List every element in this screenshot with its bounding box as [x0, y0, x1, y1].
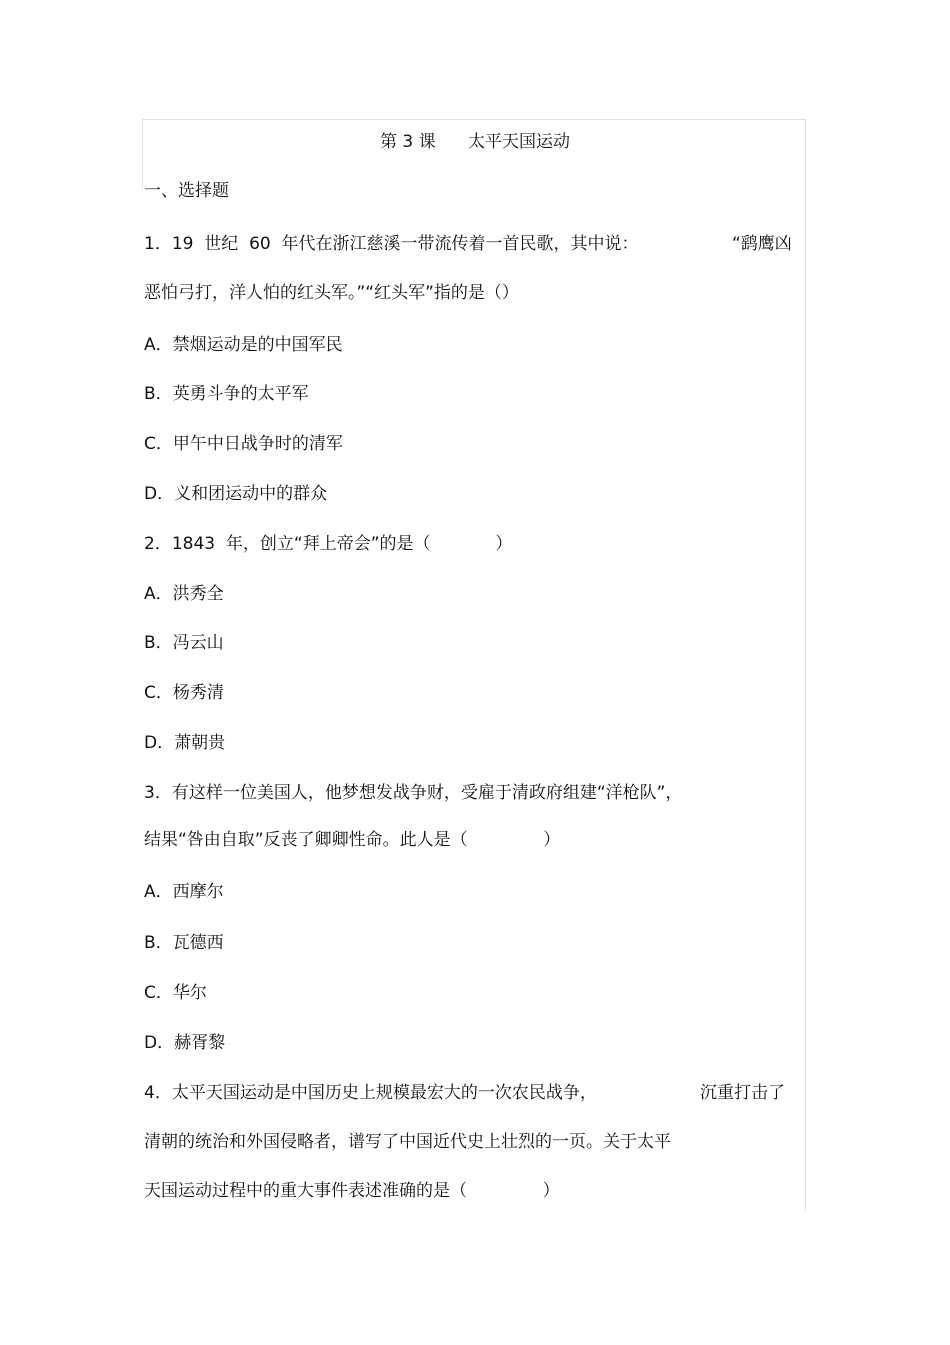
q1-stem-line1: 1．19 世纪 60 年代在浙江慈溪一带流传着一首民歌，其中说：	[144, 234, 639, 254]
lesson-name: 太平天国运动	[468, 132, 571, 152]
q1-option-b: B．英勇斗争的太平军	[144, 384, 309, 404]
q4-stem-line3: 天国运动过程中的重大事件表述准确的是（ ）	[144, 1181, 560, 1201]
q1-option-d: D．义和团运动中的群众	[144, 484, 328, 504]
q3-option-c: C．华尔	[144, 983, 207, 1003]
section-heading: 一、选择题	[144, 181, 229, 201]
q2-option-d: D．萧朝贵	[144, 733, 226, 753]
q4-stem-line1-right: 沉重打击了	[700, 1083, 785, 1103]
q2-option-c: C．杨秀清	[144, 683, 224, 703]
q3-option-d: D．赫胥黎	[144, 1033, 226, 1053]
page-title	[0, 130, 950, 154]
q1-option-c: C．甲午中日战争时的清军	[144, 434, 343, 454]
q1-option-a: A．禁烟运动是的中国军民	[144, 335, 343, 355]
q3-option-a: A．西摩尔	[144, 882, 224, 902]
q3-stem-line1: 3．有这样一位美国人，他梦想发战争财，受雇于清政府组建“洋枪队”，	[144, 783, 683, 803]
q2-option-a: A．洪秀全	[144, 584, 224, 604]
q1-stem-line1-right: “鹞鹰凶	[732, 234, 792, 254]
q3-stem-line2: 结果“咎由自取”反丧了卿卿性命。此人是（ ）	[144, 830, 561, 850]
q4-stem-line2: 清朝的统治和外国侵略者，谱写了中国近代史上壮烈的一页。关于太平	[144, 1132, 671, 1152]
q1-stem-line2: 恶怕弓打，洋人怕的红头军。”“红头军”指的是（）	[144, 283, 519, 303]
q2-stem: 2．1843 年，创立“拜上帝会”的是（ ）	[144, 534, 513, 554]
q3-option-b: B．瓦德西	[144, 933, 224, 953]
lesson-number: 第 3 课	[379, 132, 436, 152]
q2-option-b: B．冯云山	[144, 633, 224, 653]
q4-stem-line1: 4．太平天国运动是中国历史上规模最宏大的一次农民战争，	[144, 1083, 597, 1103]
